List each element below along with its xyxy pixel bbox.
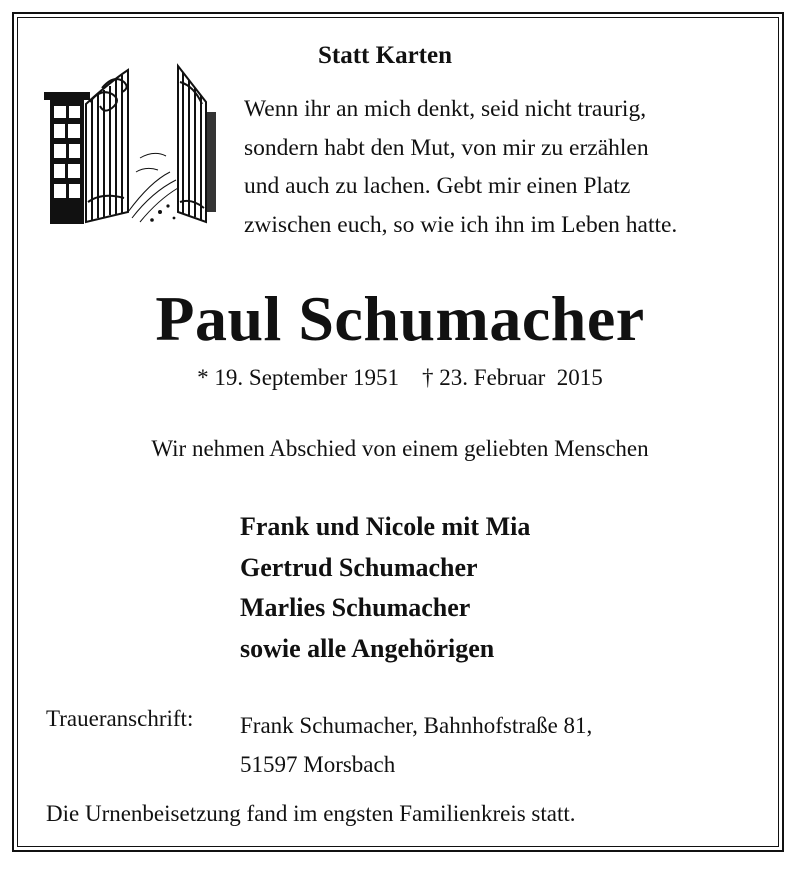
garden-gate-illustration xyxy=(40,62,218,226)
mourning-address xyxy=(240,706,592,784)
family-member: Gertrud Schumacher xyxy=(240,552,478,582)
poem-line: und auch zu lachen. Gebt mir einen Platz xyxy=(244,173,631,199)
address-line: 51597 Morsbach xyxy=(240,752,396,777)
farewell-text: Wir nehmen Abschied von einem geliebten Menschen xyxy=(151,436,649,461)
footer-note: Die Urnenbeisetzung fand im engsten Familienkreis statt. xyxy=(46,801,576,826)
family-member: Marlies Schumacher xyxy=(240,593,471,622)
header-title: Statt Karten xyxy=(318,42,452,69)
life-dates: * 19. September 1951 † 23. Februar 2015 xyxy=(197,365,603,390)
poem-line: sondern habt den Mut, von mir zu erzählen xyxy=(244,134,649,161)
address-label: Traueranschrift: xyxy=(46,706,194,731)
address-line: Frank Schumacher, Bahnhofstraße 81, xyxy=(240,713,593,738)
family-member: Frank und Nicole mit Mia xyxy=(240,512,531,541)
poem xyxy=(244,90,677,244)
family-member: sowie alle Angehörigen xyxy=(240,633,495,663)
poem-line: zwischen euch, so wie ich ihn im Leben hatte. xyxy=(244,211,678,238)
poem-line: Wenn ihr an mich denkt, seid nicht traurig, xyxy=(244,96,647,122)
family-list xyxy=(240,507,530,669)
deceased-name: Paul Schumacher xyxy=(155,283,645,354)
